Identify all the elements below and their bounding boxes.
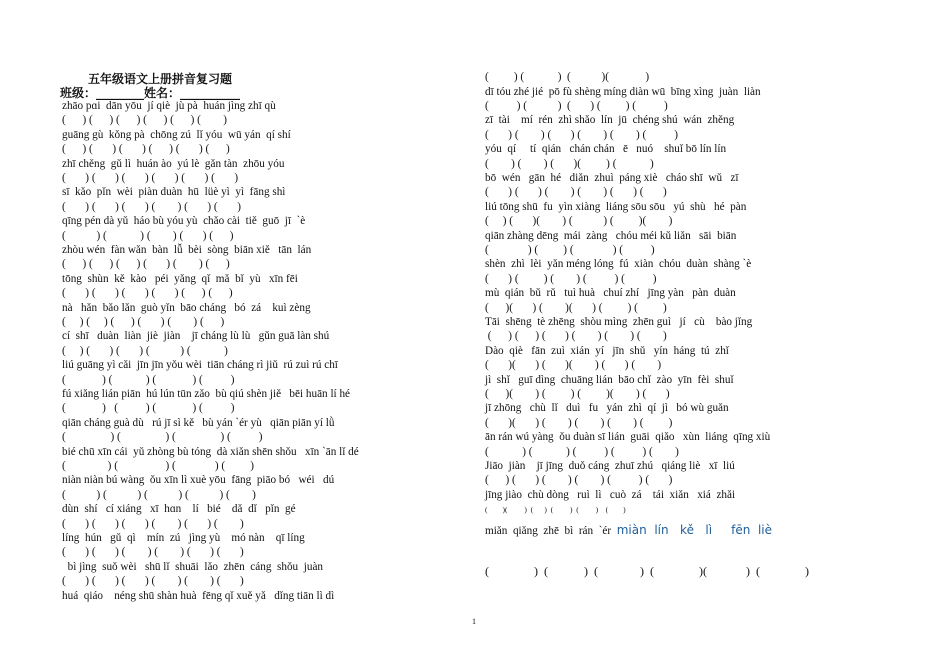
answer-row: ( ) ( ) ( ) ( ) bbox=[62, 431, 263, 443]
pinyin-row: dùn shí cí xiáng xī hɑn lí bié dǎ dǐ pǐn gé bbox=[62, 503, 296, 515]
pinyin-row: nà hǎn bǎo lǎn guò yǐn bāo cháng bó zá kuì zèng bbox=[62, 302, 311, 314]
answer-row: ( ) ( ) ( ) ( ) ( ) ( ) bbox=[62, 143, 230, 155]
answer-row: ( )( ) ( )( ) ( ) ( ) bbox=[485, 359, 662, 371]
pinyin-row: Dào qiè fān zuì xián yí jīn shǔ yín háng tú zhǐ bbox=[485, 345, 729, 357]
answer-row: ( )( ) ( ) ( ) ( ) ( ) bbox=[485, 417, 673, 429]
answer-row: ( )( ) ( ) ( )( ) ( ) bbox=[485, 388, 670, 400]
pinyin-row: líng hún gǔ qì mín zú jìng yù mó nàn qī líng bbox=[62, 532, 305, 544]
answer-row: ( ) ( ) ( ) ( ) ( ) ( ) bbox=[62, 114, 227, 126]
class-name-line: 班级：________姓名：__________ bbox=[60, 86, 241, 100]
answer-row: ( ) ( ) ( ) ( ) ( ) ( ) bbox=[485, 474, 673, 486]
answer-row: ( ) ( ) ( ) ( ) ( ) ( ) bbox=[62, 575, 244, 587]
pinyin-row: bié chū xīn cái yǔ zhòng bù tóng dà xiǎn shēn shǒu xīn `ān lǐ dé bbox=[62, 446, 359, 458]
answer-row: ( ) ( ) ( ) ( ) ( ) ( ) bbox=[485, 330, 667, 342]
pinyin-row: niàn niàn bú wàng ǒu xīn lì xuè yōu fāng piāo bó wéi dú bbox=[62, 474, 335, 486]
answer-row: ( ) ( ) ( ) ( ) ( ) bbox=[485, 100, 668, 112]
answer-row: ( ) ( ) ( ) ( ) ( ) bbox=[485, 446, 679, 458]
answer-row: ( ) ( ) ( ) ( ) ( ) ( ) bbox=[485, 186, 667, 198]
answer-row: ( ) ( ) ( ) ( ) ( ) ( ) bbox=[62, 172, 239, 184]
pinyin-row: mù qián bǔ rǔ tuì huà chuí zhí jīng yàn pàn duàn bbox=[485, 287, 736, 299]
pinyin-row: bì jìng suǒ wèi shū lǐ shuāi lǎo zhēn cáng shǒu juàn bbox=[62, 561, 324, 573]
pinyin-row: jīng jiào chù dòng ruì lì cuò zá tái xiǎn xiá zhǎi bbox=[485, 489, 736, 501]
answer-row: ( ) ( ) ( ) ( ) ( ) bbox=[62, 489, 256, 501]
answer-row: ( ) ( )( ) ( ) ( )( ) bbox=[485, 215, 673, 227]
pinyin-row: Jiāo jiàn jī jīng duǒ cáng zhuī zhú qiáng liè xī liú bbox=[485, 460, 735, 472]
pinyin-row: guāng gù kǒng pà chōng zú lǐ yóu wū yán qí shí bbox=[62, 129, 291, 141]
answer-row: ( ) ( ) ( ) ( ) ( ) ( ) bbox=[62, 258, 230, 270]
pinyin-row: Tāi shēng tè zhēng shòu mìng zhēn guì jí cù bào jǐng bbox=[485, 316, 753, 328]
answer-row-small: ( )( ) ( ) ( ) ( ) ( ) bbox=[485, 505, 626, 514]
page-number: 1 bbox=[472, 617, 476, 626]
pinyin-row: qiān cháng guà dù rú jī sì kě bù yán `ér yù qiān piān yí lǜ bbox=[62, 417, 335, 429]
answer-row: ( ) ( ) ( ) ( ) ( ) bbox=[62, 230, 234, 242]
pinyin-row: yóu qí tí qián chán chán ē nuó shuǐ bō lín lín bbox=[485, 143, 727, 155]
answer-row: ( )( ) ( )( ) ( ) ( ) bbox=[485, 302, 667, 314]
pinyin-row: liú tōng shū fu yìn xiàng liáng sōu sōu yú shù hé pàn bbox=[485, 201, 747, 213]
answer-row: ( ) ( ) ( ) ( ) bbox=[62, 374, 235, 386]
pinyin-row: jī zhōng chù lǐ duì fu yán zhì qí jì bó wù guǎn bbox=[485, 402, 729, 414]
pinyin-highlight-text: miàn lín kě lì fēn liè bbox=[616, 523, 773, 537]
pinyin-row: zhī chěng gǔ lì huán ào yú lè gǎn tàn zhōu yóu bbox=[62, 158, 285, 170]
pinyin-row: huá qiáo néng shū shàn huà fēng qǐ xuě yǎ dǐng tiān lì dì bbox=[62, 590, 335, 602]
answer-row: ( ) ( ) ( ) ( ) ( ) ( ) bbox=[62, 518, 244, 530]
answer-row-last: ( ) ( ) ( ) ( )( ) ( ) bbox=[485, 564, 809, 578]
pinyin-row: jì shǐ guī dìng chuāng lián bāo chǐ zào yīn fèi shuǐ bbox=[485, 374, 734, 386]
answer-row: ( ) ( ) ( ) ( ) ( ) bbox=[485, 273, 657, 285]
pinyin-text: miǎn qiǎng zhē bì rán `ér bbox=[485, 525, 617, 537]
answer-row: ( ) ( ) ( ) ( ) bbox=[62, 460, 255, 472]
answer-row: ( ) ( ) ( ) ( ) ( ) ( ) bbox=[62, 287, 233, 299]
page-title: 五年级语文上册拼音复习题 bbox=[88, 72, 233, 86]
pinyin-row: tōng shùn kě kào péi yǎng qǐ mǎ bǐ yù xīn fēi bbox=[62, 273, 298, 285]
answer-row: ( ) ( ) ( )( ) bbox=[485, 71, 650, 83]
answer-row: ( ) ( ) ( ) ( ) bbox=[485, 244, 655, 256]
answer-row: ( ) ( ) ( ) ( ) ( ) ( ) bbox=[62, 316, 225, 328]
answer-row: ( ) ( ) ( ) ( ) bbox=[62, 402, 235, 414]
pinyin-row-mixed bbox=[485, 523, 772, 538]
answer-row: ( ) ( ) ( )( ) ( ) bbox=[485, 158, 654, 170]
pinyin-row: zhòu wén fàn wǎn bàn lǚ bèi sòng biān xiě tān lán bbox=[62, 244, 312, 256]
answer-row: ( ) ( ) ( ) ( ) ( ) ( ) bbox=[62, 201, 241, 213]
answer-row: ( ) ( ) ( ) ( ) ( ) bbox=[62, 345, 228, 357]
pinyin-row: bō wén gān hé diǎn zhuì páng xiè cháo shī wǔ zī bbox=[485, 172, 739, 184]
answer-row: ( ) ( ) ( ) ( ) ( ) ( ) bbox=[485, 129, 678, 141]
pinyin-row: qiān zhàng dēng mái zàng chóu méi kǔ liǎn sāi biān bbox=[485, 230, 737, 242]
pinyin-row: ān rán wú yàng ǒu duàn sī lián guāi qiǎo xùn liáng qīng xiù bbox=[485, 431, 771, 443]
pinyin-row: shèn zhì lèi yǎn méng lóng fú xiàn chóu duàn shàng `è bbox=[485, 258, 752, 270]
pinyin-row: zī tài mí rén zhì shǎo lín jū chéng shú wán zhěng bbox=[485, 114, 735, 126]
pinyin-row: zhāo pɑi dān yōu jí qiè jù pà huán jìng zhī qù bbox=[62, 100, 276, 112]
pinyin-row: cí shī duàn liàn jiè jiàn jī cháng lù lù gǔn guā làn shú bbox=[62, 330, 330, 342]
answer-row: ( ) ( ) ( ) ( ) ( ) ( ) bbox=[62, 546, 244, 558]
pinyin-row: sī kǎo pǐn wèi piàn duàn hū lüè yì yì fāng shì bbox=[62, 186, 286, 198]
pinyin-row: fú xiǎng lián piān hú lún tūn zǎo bù qiú shèn jiě bēi huān lí hé bbox=[62, 388, 351, 400]
pinyin-row: qīng pén dà yǔ háo bù yóu yù chǎo cài tiě guō jī `è bbox=[62, 215, 306, 227]
pinyin-row: dī tóu zhé jié pō fù shèng míng diàn wū bīng xìng juàn liàn bbox=[485, 86, 761, 98]
pinyin-row: liú guāng yì cǎi jīn jīn yǒu wèi tiān cháng rì jiǔ rú zuì rú chī bbox=[62, 359, 338, 371]
